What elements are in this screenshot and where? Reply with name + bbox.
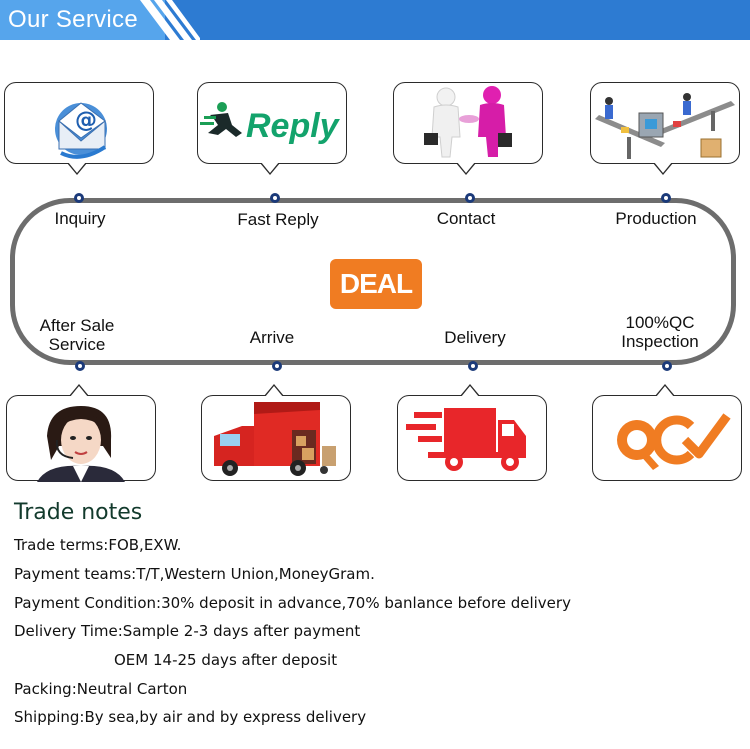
svg-text:@: @ bbox=[75, 108, 97, 133]
qc-check-icon bbox=[593, 396, 743, 482]
trade-note-payment-condition: Payment Condition:30% deposit in advance,70% banlance before delivery bbox=[14, 594, 571, 612]
card-pointer bbox=[655, 384, 675, 396]
card-pointer bbox=[264, 384, 284, 396]
card-pointer bbox=[67, 163, 87, 175]
contact-card bbox=[393, 82, 543, 164]
trade-note-delivery-time: Delivery Time:Sample 2-3 days after payment bbox=[14, 622, 361, 640]
production-card bbox=[590, 82, 740, 164]
step-dot bbox=[272, 361, 282, 371]
fast-delivery-truck-icon bbox=[398, 396, 548, 482]
inquiry-card bbox=[4, 82, 154, 164]
red-truck-icon bbox=[202, 396, 352, 482]
step-label-arrive: Arrive bbox=[249, 328, 295, 347]
trade-note-packing: Packing:Neutral Carton bbox=[14, 680, 188, 698]
card-pointer bbox=[69, 384, 89, 396]
deal-badge: DEAL bbox=[330, 259, 422, 309]
step-dot bbox=[270, 193, 280, 203]
after-sale-line1: After Sale bbox=[39, 316, 115, 335]
header-bar bbox=[0, 0, 750, 40]
trade-notes-title: Trade notes bbox=[14, 500, 143, 525]
card-pointer bbox=[460, 384, 480, 396]
email-icon bbox=[5, 83, 155, 165]
step-dot bbox=[75, 361, 85, 371]
svg-text:Reply: Reply bbox=[246, 107, 339, 145]
qc-line1: 100%QC bbox=[625, 313, 695, 332]
trade-note-payment-teams: Payment teams:T/T,Western Union,MoneyGram. bbox=[14, 565, 375, 583]
trade-note-terms: Trade terms:FOB,EXW. bbox=[14, 536, 182, 554]
after-sale-card bbox=[6, 395, 156, 481]
after-sale-line2: Service bbox=[48, 335, 106, 354]
step-dot bbox=[74, 193, 84, 203]
trade-note-oem: OEM 14-25 days after deposit bbox=[114, 651, 338, 669]
step-label-qc bbox=[604, 313, 716, 351]
step-label-contact: Contact bbox=[436, 209, 496, 228]
arrive-card bbox=[201, 395, 351, 481]
fast-reply-card bbox=[197, 82, 347, 164]
reply-logo-icon bbox=[198, 83, 348, 165]
step-label-delivery: Delivery bbox=[444, 328, 506, 347]
card-pointer bbox=[260, 163, 280, 175]
qc-line2: Inspection bbox=[621, 332, 699, 351]
step-label-inquiry: Inquiry bbox=[54, 209, 106, 228]
page-title: Our Service bbox=[8, 6, 139, 33]
step-dot bbox=[661, 193, 671, 203]
support-agent-icon bbox=[7, 396, 157, 482]
step-dot bbox=[465, 193, 475, 203]
card-pointer bbox=[456, 163, 476, 175]
step-label-fast-reply: Fast Reply bbox=[237, 210, 319, 229]
trade-note-shipping: Shipping:By sea,by air and by express delivery bbox=[14, 708, 367, 726]
step-label-after-sale bbox=[22, 316, 132, 354]
qc-card bbox=[592, 395, 742, 481]
handshake-icon bbox=[394, 83, 544, 165]
production-line-icon bbox=[591, 83, 741, 165]
card-pointer bbox=[653, 163, 673, 175]
header-stripes bbox=[140, 0, 200, 40]
step-dot bbox=[468, 361, 478, 371]
delivery-card bbox=[397, 395, 547, 481]
step-label-production: Production bbox=[615, 209, 697, 228]
step-dot bbox=[662, 361, 672, 371]
